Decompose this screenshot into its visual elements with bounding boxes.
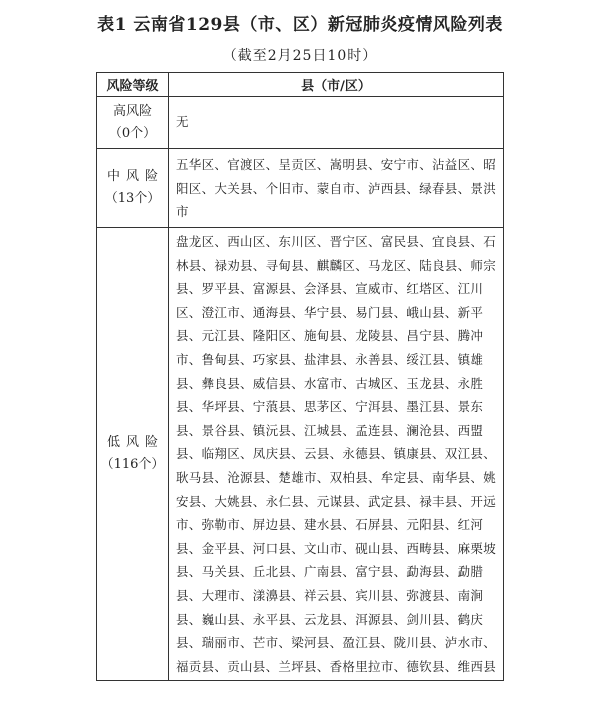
risk-level-label: 低风险: [106, 435, 164, 451]
county-list: 盘龙区、西山区、东川区、晋宁区、富民县、宜良县、石林县、禄劝县、寻甸县、麒麟区、马龙区、陆良县、师宗县、罗平县、富源县、会泽县、宣威市、红塔区、江川区、澄江市、通海县、华宁县、易门县、峨山县、新平县、元江县、隆阳区、施甸县、龙陵县、昌宁县、腾冲市、鲁甸县、巧家县、盐津县、永善县、绥江县、镇雄县、彝良县、威信县、水富市、古城区、玉龙县、永胜县、华坪县、宁蒗县、思茅区、宁洱县、墨江县、景东县、景谷县、镇沅县、江城县、孟连县、澜沧县、西盟县、临翔区、凤庆县、云县、永德县、镇康县、双江县、耿马县、沧源县、楚雄市、双柏县、牟定县、南华县、姚安县、大姚县、永仁县、元谋县、武定县、禄丰县、开远市、弥勒市、屏边县、建水县、石屏县、元阳县、红河县、金平县、河口县、文山市、砚山县、西畴县、麻栗坡县、马关县、丘北县、广南县、富宁县、勐海县、勐腊县、大理市、漾濞县、祥云县、宾川县、弥渡县、南涧县、巍山县、永平县、云龙县、洱源县、剑川县、鹤庆县、瑞丽市、芒市、梁河县、盈江县、陇川县、泸水市、福贡县、贡山县、兰坪县、香格里拉市、德钦县、维西县: [169, 228, 504, 681]
risk-level-cell: [97, 97, 169, 149]
risk-count: （13个）: [104, 191, 161, 206]
county-list: 五华区、官渡区、呈贡区、嵩明县、安宁市、沾益区、昭阳区、大关县、个旧市、蒙自市、泸西县、绿春县、景洪市: [169, 149, 504, 228]
table-row: [97, 228, 504, 681]
risk-level-label: 中风险: [106, 169, 164, 184]
table-subtitle: （截至2月25日10时）: [222, 48, 378, 64]
header-counties: 县（市/区）: [169, 73, 504, 97]
risk-table: [96, 72, 504, 681]
header-row: [97, 73, 504, 97]
risk-level-label: 高风险: [112, 103, 152, 119]
risk-level-cell: [97, 228, 169, 681]
table-title: 表1 云南省129县（市、区）新冠肺炎疫情风险列表: [97, 15, 503, 35]
risk-level-cell: [97, 149, 169, 228]
table-row: [97, 149, 504, 228]
table-row: [97, 97, 504, 149]
header-risk-level: 风险等级: [97, 73, 169, 97]
risk-count: （116个）: [100, 457, 165, 473]
county-list: 无: [169, 97, 504, 149]
risk-count: （0个）: [108, 125, 157, 141]
